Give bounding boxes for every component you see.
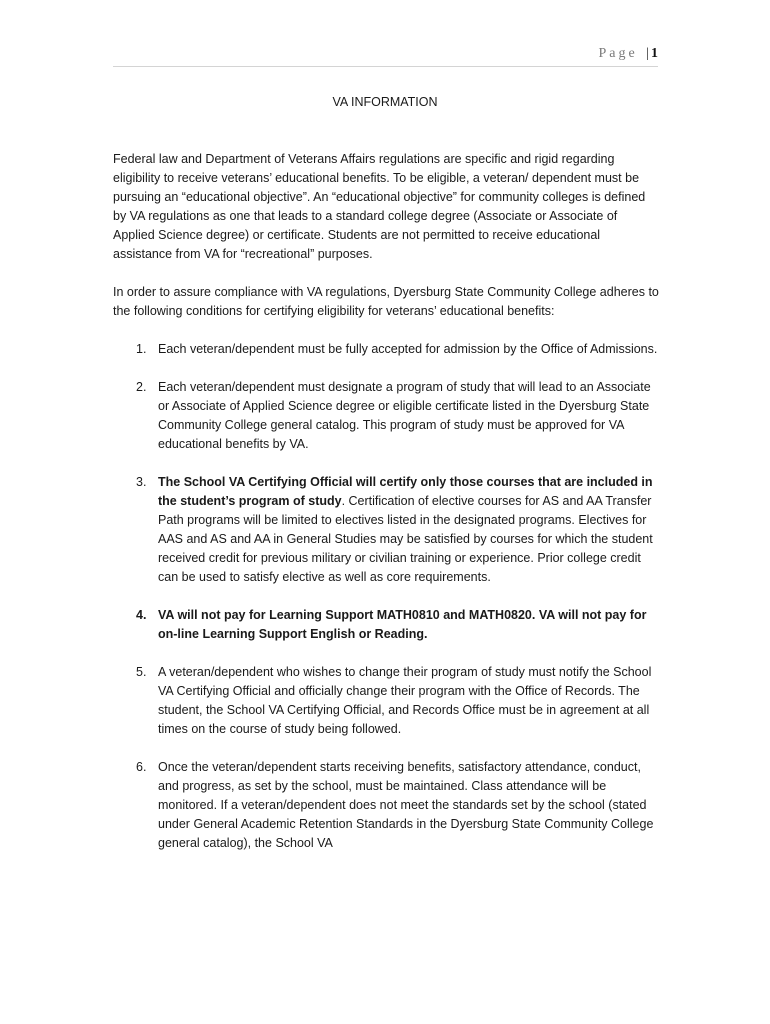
list-item xyxy=(113,378,661,454)
intro-paragraph: Federal law and Department of Veterans Affairs regulations are specific and rigid regarding eligibility to receive veterans’ educational benefits. To be eligible, a veteran/ dependent must be pursuing an “educational objective”. An “educational objective” for community colleges is defined by VA regulations as one that leads to a standard college degree (Associate or Associate of Applied Science degree) or certificate. Students are not permitted to receive educational assistance from VA for “recreational” purposes. xyxy=(113,152,646,261)
list-item xyxy=(113,758,661,853)
list-item-text: Once the veteran/dependent starts receiving benefits, satisfactory attendance, conduct, and progress, as set by the school, must be maintained. Class attendance will be monitored. If a veteran/dependent does not meet the standards set by the school (stated under General Academic Retention Standards in the Dyersburg State Community College general catalog), the School VA xyxy=(158,760,654,850)
document-body xyxy=(113,150,661,872)
list-item-bold-text: The School VA Certifying Official will certify only those courses that are included in the student’s program of study xyxy=(158,475,653,508)
page-label: Page xyxy=(598,46,638,61)
list-item xyxy=(113,340,661,359)
page-header xyxy=(598,46,658,62)
document-title: VA INFORMATION xyxy=(332,95,438,109)
list-item xyxy=(113,473,661,587)
list-item xyxy=(113,663,661,739)
list-item-number: 4. xyxy=(136,608,147,622)
list-item-text: . Certification of elective courses for AS and AA Transfer Path programs will be limited to electives listed in the designated programs. Electives for AAS and AS and AA in General Studies may be satisfied by courses for which the student received credit for previous military or civilian training or experience. Prior college credit can be used to satisfy elective as well as core requirements. xyxy=(158,494,653,584)
conditions-list xyxy=(113,340,661,853)
page-separator: | xyxy=(646,46,649,61)
list-item xyxy=(113,606,661,644)
list-item-number: 1. xyxy=(136,342,147,356)
list-item-text: A veteran/dependent who wishes to change their program of study must notify the School VA Certifying Official and officially change their program with the Office of Records. The student, the School VA Certifying Official, and Records Office must be in agreement at all times on the course of study being followed. xyxy=(158,665,652,736)
list-item-number: 5. xyxy=(136,665,147,679)
list-item-number: 3. xyxy=(136,475,147,489)
compliance-paragraph: In order to assure compliance with VA regulations, Dyersburg State Community College adheres to the following conditions for certifying eligibility for veterans’ educational benefits: xyxy=(113,285,659,318)
list-item-number: 2. xyxy=(136,380,147,394)
list-item-bold-text: VA will not pay for Learning Support MATH0810 and MATH0820. VA will not pay for on-line Learning Support English or Reading. xyxy=(158,608,647,641)
header-divider xyxy=(113,66,658,67)
page-number: 1 xyxy=(651,46,658,61)
list-item-text: Each veteran/dependent must be fully accepted for admission by the Office of Admissions. xyxy=(158,342,658,356)
list-item-number: 6. xyxy=(136,760,147,774)
list-item-text: Each veteran/dependent must designate a program of study that will lead to an Associate or Associate of Applied Science degree or eligible certificate listed in the Dyersburg State Community College general catalog. This program of study must be approved for VA educational benefits by VA. xyxy=(158,380,651,451)
